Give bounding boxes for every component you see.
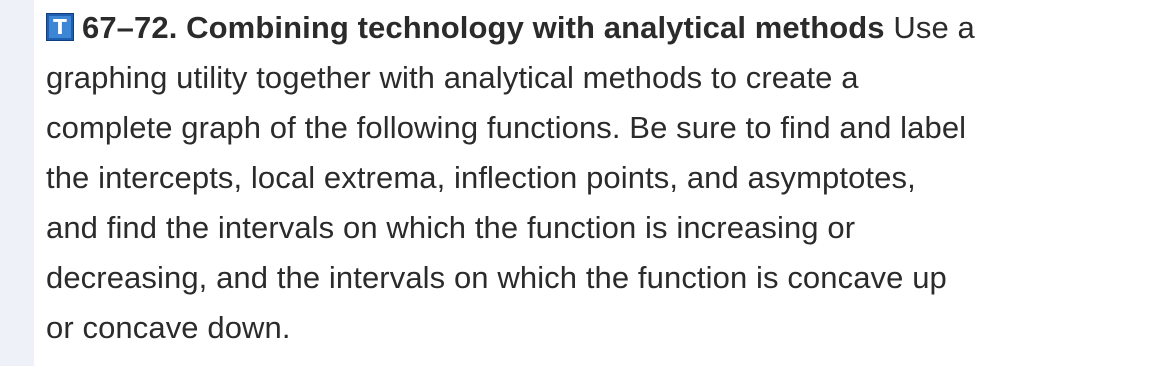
page-margin bbox=[0, 0, 34, 366]
exercise-text-line: graphing utility together with analytical methods to create a bbox=[46, 60, 859, 95]
exercise-heading: 67–72. Combining technology with analytical methods bbox=[82, 10, 885, 45]
exercise-text-line: or concave down. bbox=[46, 310, 291, 345]
exercise-text-line: the intercepts, local extrema, inflection points, and asymptotes, bbox=[46, 160, 916, 195]
exercise-line-1 bbox=[46, 3, 1106, 53]
exercise-text-line: complete graph of the following functions. Be sure to find and label bbox=[46, 110, 967, 145]
exercise-text-line: decreasing, and the intervals on which the function is concave up bbox=[46, 260, 947, 295]
technology-icon-letter: T bbox=[53, 15, 67, 39]
exercise-text-line: Use a bbox=[893, 10, 975, 45]
exercise-text-line: and find the intervals on which the function is increasing or bbox=[46, 210, 856, 245]
exercise-block bbox=[46, 3, 1106, 353]
technology-icon bbox=[46, 13, 74, 41]
